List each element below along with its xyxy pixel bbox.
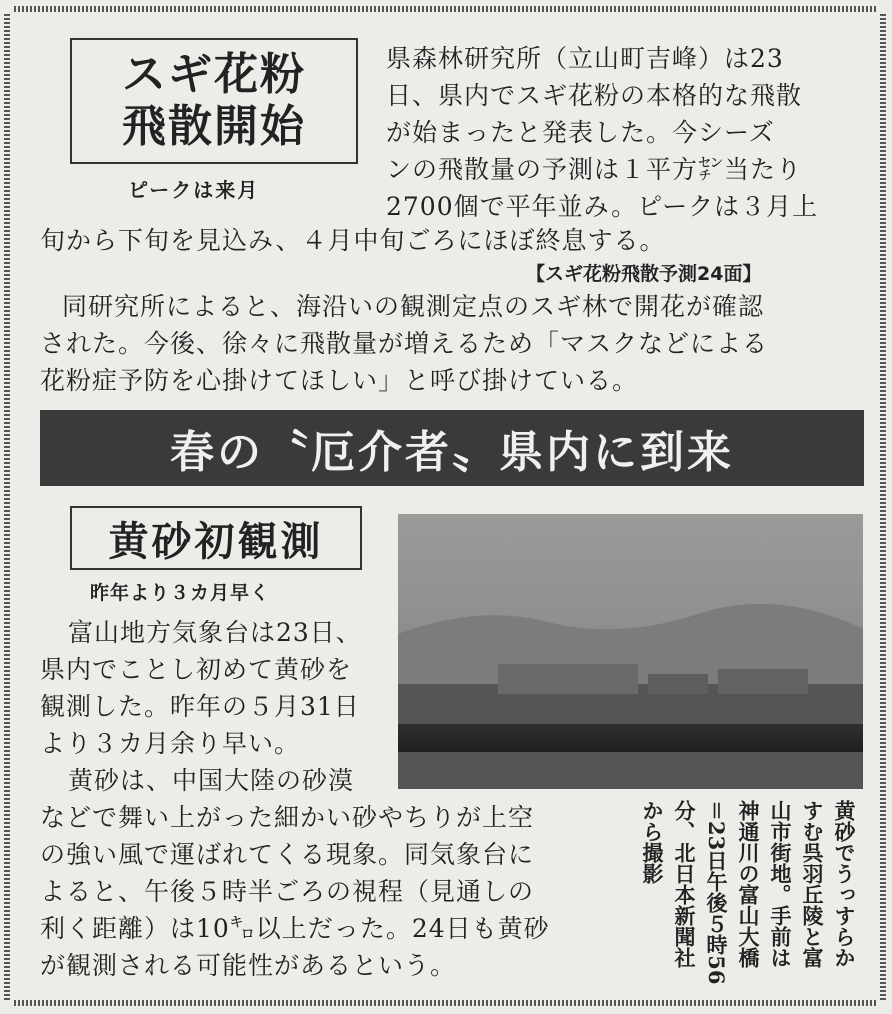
pollen-headline [70, 38, 358, 164]
river [398, 752, 863, 789]
pollen-reference: 【スギ花粉飛散予測24面】 [526, 263, 762, 285]
pollen-body-line: 2700個で平年並み。ピークは３月上 [386, 192, 819, 221]
dust-subhead: 昨年より３カ月早く [90, 582, 271, 604]
dust-body-line: より３カ月余り早い。 [40, 729, 301, 758]
bridge [398, 724, 863, 752]
photo-caption-column: から撮影 [640, 800, 665, 884]
pollen-headline-line2: 飛散開始 [122, 101, 306, 152]
section-banner: 春の〝厄介者〟県内に到来 [40, 410, 864, 486]
photo-caption-column: 黄砂でうっすらか [832, 800, 857, 968]
dust-body-line: よると、午後５時半ごろの視程（見通しの [40, 877, 535, 906]
dust-body-line: 利く距離）は10㌔以上だった。24日も黄砂 [40, 914, 550, 943]
photo-caption-column: すむ呉羽丘陵と富 [800, 800, 825, 968]
photo-caption-column: ＝23日午後５時56 [704, 800, 729, 985]
pollen-headline-line1: スギ花粉 [122, 49, 306, 100]
dust-body-line: 観測した。昨年の５月31日 [40, 692, 360, 721]
dotted-border-top [14, 6, 878, 12]
pollen-body2-line: 花粉症予防を心掛けてほしい」と呼び掛けている。 [40, 366, 639, 395]
pollen-subhead: ピークは来月 [128, 178, 260, 202]
dust-body-line: が観測される可能性があるという。 [40, 951, 457, 980]
dust-body-line: 富山地方気象台は23日、 [68, 618, 362, 647]
dust-body-line: の強い風で運ばれてくる現象。同気象台に [40, 840, 535, 869]
pollen-body-line: 旬から下旬を見込み、４月中旬ごろにほぼ終息する。 [40, 226, 666, 255]
dotted-border-right [880, 14, 886, 1000]
dust-body-line: 黄砂は、中国大陸の砂漠 [68, 766, 355, 795]
city-skyline [398, 644, 863, 729]
photo-caption-column: 分、北日本新聞社 [672, 800, 697, 968]
pollen-body-line: ンの飛散量の予測は１平方㌢当たり [386, 155, 803, 184]
dust-headline: 黄砂初観測 [70, 506, 362, 570]
pollen-body2-line: された。今後、徐々に飛散量が増えるため「マスクなどによる [40, 329, 769, 358]
photo-caption-column: 神通川の富山大橋 [736, 800, 761, 968]
hazy-city-photo [398, 514, 863, 789]
photo-caption-column: 山市街地。手前は [768, 800, 793, 968]
dust-body-line: などで舞い上がった細かい砂やちりが上空 [40, 803, 535, 832]
dotted-border-left [4, 14, 10, 1000]
pollen-body-line: が始まったと発表した。今シーズ [386, 118, 775, 147]
dust-body-line: 県内でことし初めて黄砂を [40, 655, 353, 684]
pollen-body-line: 日、県内でスギ花粉の本格的な飛散 [386, 81, 803, 110]
pollen-body2-line: 同研究所によると、海沿いの観測定点のスギ林で開花が確認 [62, 292, 765, 321]
pollen-body-line: 県森林研究所（立山町吉峰）は23 [386, 44, 784, 73]
dotted-border-bottom [14, 1000, 878, 1006]
